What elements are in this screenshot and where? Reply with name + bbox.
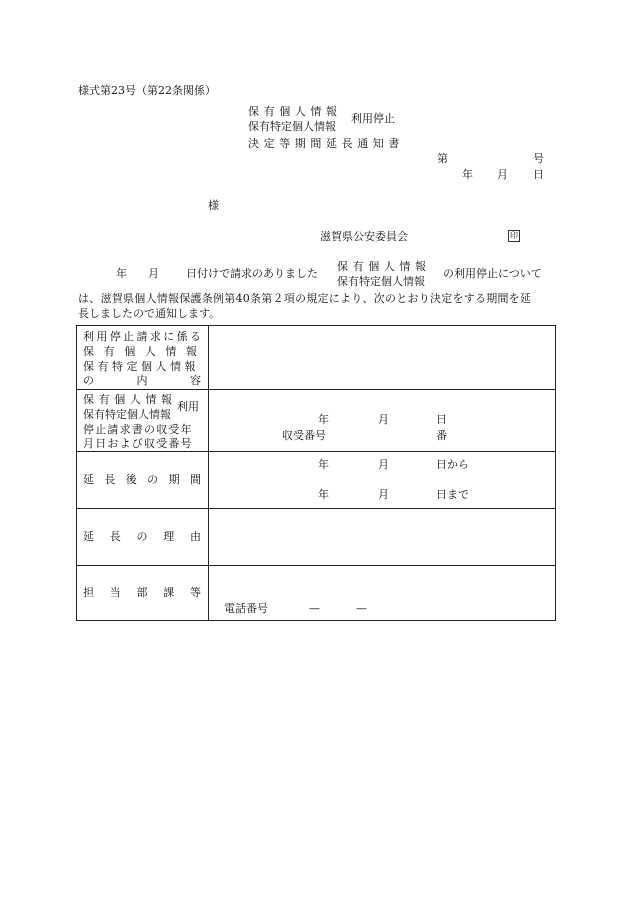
- row1-label-line-4: の 内 容: [83, 374, 201, 387]
- phone-dash-2: —: [356, 602, 367, 615]
- row2-label-line-2: 保有特定個人情報: [83, 408, 171, 421]
- body-year: 年: [116, 267, 127, 280]
- row-divider: [77, 508, 555, 509]
- row3-until-month: 月: [378, 488, 389, 501]
- body-request-text: 日付けで請求のありました: [186, 267, 318, 280]
- row1-label-line-2: 保有個人情報: [83, 345, 207, 358]
- row3-label: 延 長 後 の 期 間: [83, 473, 201, 486]
- row2-day: 日: [436, 413, 447, 426]
- info-table: [76, 325, 556, 621]
- addressee-suffix: 様: [208, 199, 219, 212]
- row4-label: 延 長 の 理 由: [83, 530, 201, 543]
- row1-label-line-1: 利 用 停 止 請 求 に 係 る: [83, 330, 201, 343]
- number-suffix: 号: [533, 152, 544, 165]
- phone-dash-1: —: [309, 602, 320, 615]
- row2-receipt-label: 収受番号: [282, 429, 326, 442]
- row3-from-month: 月: [378, 458, 389, 471]
- date-month: 月: [497, 168, 508, 181]
- number-prefix: 第: [437, 152, 448, 165]
- body-tail-text: の利用停止について: [443, 267, 542, 280]
- issuer-name: 滋賀県公安委員会: [320, 230, 408, 243]
- row2-label-side: 利用: [177, 400, 199, 413]
- row2-year: 年: [318, 413, 329, 426]
- row3-until-year: 年: [318, 488, 329, 501]
- body-stack-line-1: 保有個人情報: [337, 260, 431, 273]
- body-line-3: 長しましたので通知します。: [78, 307, 221, 320]
- seal-stamp: 印: [510, 231, 518, 240]
- row3-from-day: 日から: [436, 458, 469, 471]
- row5-label: 担 当 部 課 等: [83, 586, 201, 599]
- date-year: 年: [462, 168, 473, 181]
- row2-label-line-1: 保有個人情報: [83, 393, 177, 406]
- title-line-1: 保有個人情報: [248, 105, 342, 118]
- form-number: 様式第23号（第22条関係）: [78, 84, 216, 97]
- body-line-2: は、滋賀県個人情報保護条例第40条第２項の規定により、次のとおり決定をする期間を延: [78, 292, 532, 305]
- row-divider: [77, 451, 555, 452]
- row3-from-year: 年: [318, 458, 329, 471]
- column-divider: [208, 326, 209, 620]
- body-stack-line-2: 保有特定個人情報: [337, 275, 425, 288]
- date-day: 日: [533, 168, 544, 181]
- row-divider: [77, 565, 555, 566]
- title-line-3: 決定等期間延長通知書: [248, 137, 404, 150]
- phone-label: 電話番号: [224, 602, 268, 615]
- row3-until-day: 日まで: [436, 488, 469, 501]
- row-divider: [77, 389, 555, 390]
- row2-month: 月: [378, 413, 389, 426]
- body-month: 月: [148, 267, 159, 280]
- row2-label-line-4: 月日および収受番号: [83, 437, 193, 450]
- title-line-2: 保有特定個人情報: [248, 120, 336, 133]
- row2-label-line-3: 停止請求書の収受年: [83, 423, 193, 436]
- title-side: 利用停止: [351, 112, 395, 125]
- row2-receipt-suffix: 番: [436, 429, 447, 442]
- row1-label-line-3: 保有特定個人情報: [83, 360, 199, 373]
